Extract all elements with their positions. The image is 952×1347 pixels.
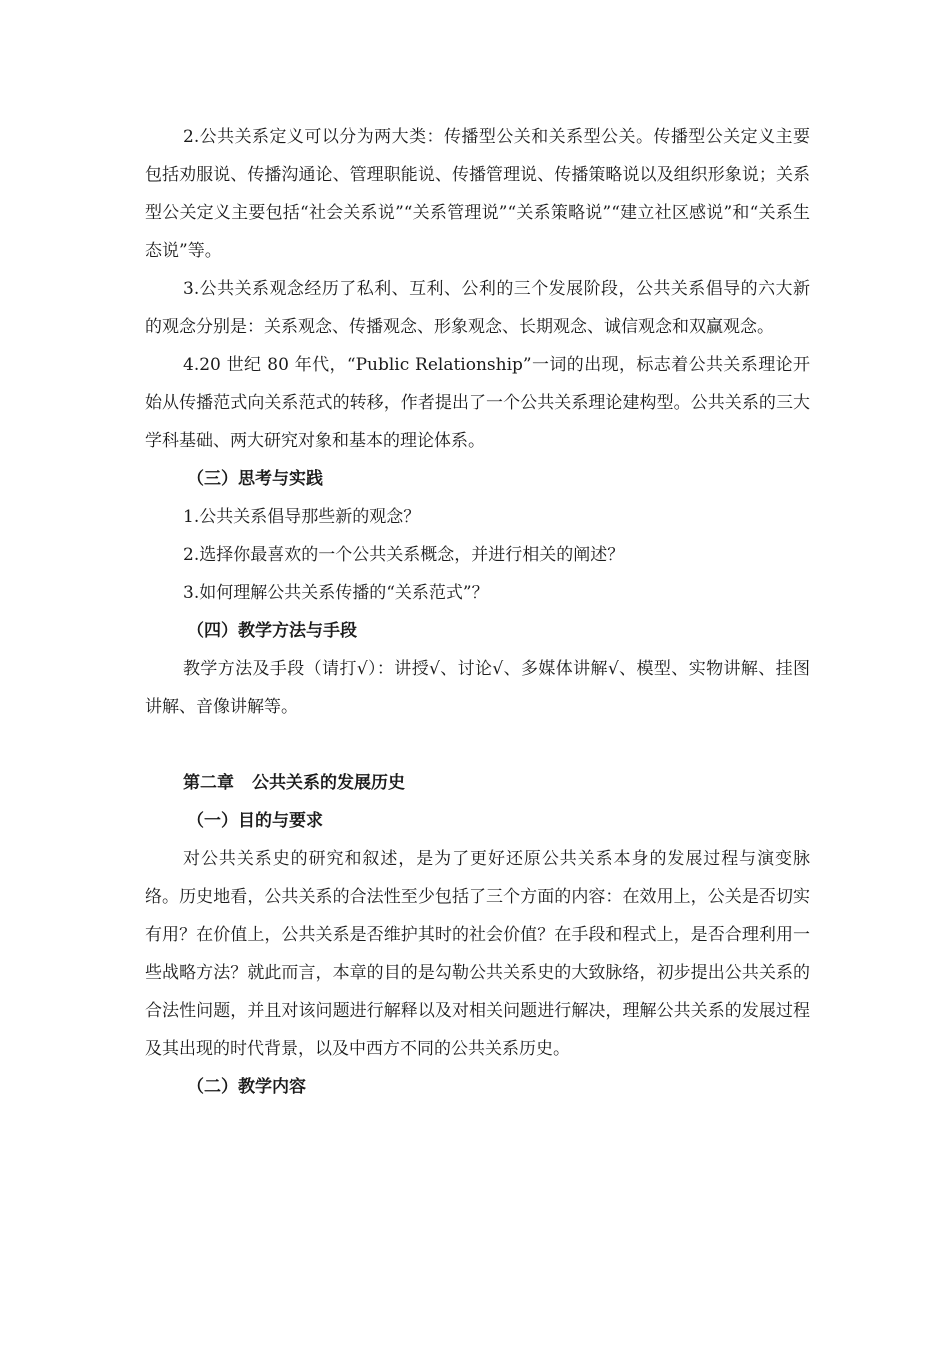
chapter-title [145, 764, 810, 802]
practice-question-1: 1.公共关系倡导那些新的观念？ [183, 507, 421, 527]
goals-text: 对公共关系史的研究和叙述，是为了更好还原公共关系本身的发展过程与演变脉络。历史地看，公共关系的合法性至少包括了三个方面的内容：在效用上，公关是否切实有用？在价值上，公共关系是否维护其时的社会价值？在手段和程式上，是否合理利用一些战略方法？就此而言，本章的目的是勾勒公共关系史的大致脉络，初步提出公共关系的合法性问题，并且对该问题进行解释以及对相关问题进行解决，理解公共关系的发展过程及其出现的时代背景，以及中西方不同的公共关系历史。 [145, 849, 810, 1059]
practice-heading: （三）思考与实践 [187, 469, 323, 489]
goals-heading: （一）目的与要求 [187, 811, 323, 831]
methods-heading: （四）教学方法与手段 [187, 621, 357, 641]
paragraph-concepts: 3.公共关系观念经历了私利、互利、公利的三个发展阶段，公共关系倡导的六大新的观念分别是：关系观念、传播观念、形象观念、长期观念、诚信观念和双赢观念。 [145, 279, 810, 337]
chapter-number: 第二章 [183, 773, 234, 793]
practice-question-2: 2.选择你最喜欢的一个公共关系概念，并进行相关的阐述？ [183, 545, 625, 565]
paragraph-paradigm: 4.20 世纪 80 年代，“Public Relationship”一词的出现，标志着公共关系理论开始从传播范式向关系范式的转移，作者提出了一个公共关系理论建构型。公共关系的三大学科基础、两大研究对象和基本的理论体系。 [145, 355, 810, 451]
page-content [145, 118, 810, 1106]
chapter-name: 公共关系的发展历史 [252, 773, 405, 793]
content-heading: （二）教学内容 [187, 1077, 306, 1097]
practice-question-3: 3.如何理解公共关系传播的“关系范式”？ [183, 583, 489, 603]
methods-text: 教学方法及手段（请打√）：讲授√、讨论√、多媒体讲解√、模型、实物讲解、挂图讲解、音像讲解等。 [145, 659, 810, 717]
paragraph-definitions: 2.公共关系定义可以分为两大类：传播型公关和关系型公关。传播型公关定义主要包括劝服说、传播沟通论、管理职能说、传播管理说、传播策略说以及组织形象说；关系型公关定义主要包括“社会关系说”“关系管理说”“关系策略说”“建立社区感说”和“关系生态说”等。 [145, 127, 810, 261]
